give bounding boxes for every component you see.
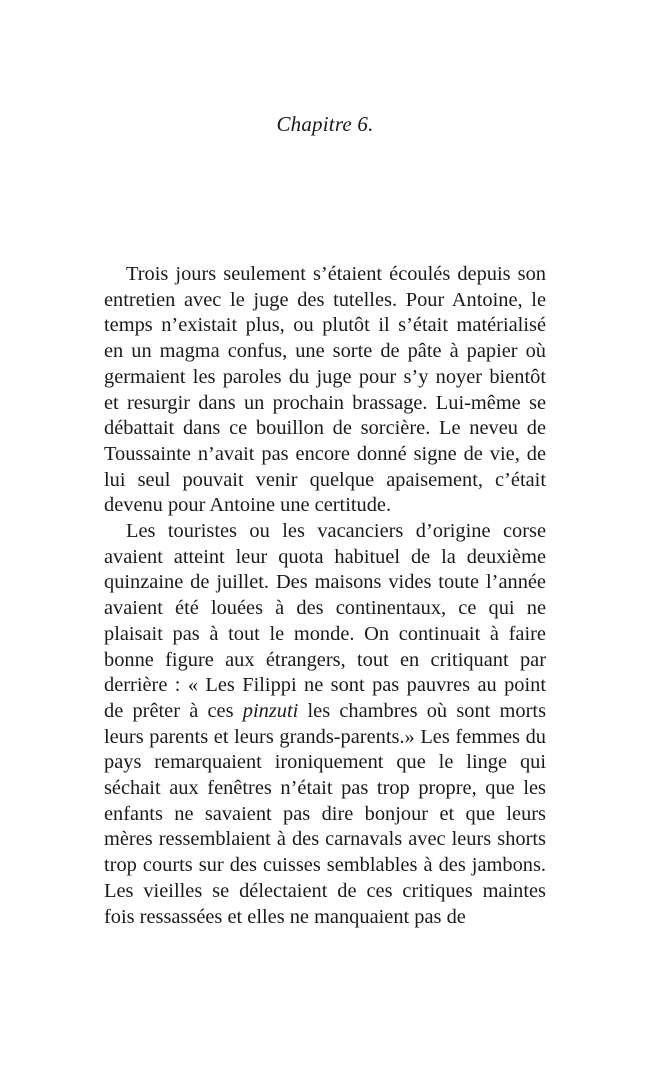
body-text <box>104 262 546 930</box>
paragraph-2 <box>104 519 546 930</box>
paragraph-1: Trois jours seulement s’étaient écoulés depuis son entretien avec le juge des tutelles. Pour Antoine, le temps n’existait plus, ou plutôt il s’était matérialisé en un magma confus, une sorte de pâte à papier où germaient les paroles du juge pour s’y noyer bientôt et resurgir dans un prochain brassage. Lui-même se débattait dans ce bouillon de sorcière. Le neveu de Toussainte n’avait pas encore donné signe de vie, de lui seul pouvait venir quelque apaisement, c’était devenu pour Antoine une certitude. <box>104 263 546 517</box>
paragraph-2-part-2: les chambres où sont morts leurs parents et leurs grands-parents.» Les femmes du pays remarquaient ironiquement que le linge qui séchait aux fenêtres n’était pas trop propre, que les enfants ne savaient pas dire bonjour et que leurs mères ressemblaient à des carnavals avec leurs shorts trop courts sur des cuisses semblables à des jambons. Les vieilles se délectaient de ces critiques maintes fois ressassées et elles ne manquaient pas de <box>104 699 546 928</box>
paragraph-2-part-1: Les touristes ou les vacanciers d’origine corse avaient atteint leur quota habituel de la deuxième quinzaine de juillet. Des maisons vides toute l’année avaient été louées à des continentaux, ce qui ne plaisait pas à tout le monde. On continuait à faire bonne figure aux étrangers, tout en critiquant par derrière : « Les Filippi ne sont pas pauvres au point de prêter à ces <box>104 520 546 722</box>
italic-word-pinzuti: pinzuti <box>242 699 299 722</box>
chapter-title: Chapitre 6. <box>276 112 374 136</box>
